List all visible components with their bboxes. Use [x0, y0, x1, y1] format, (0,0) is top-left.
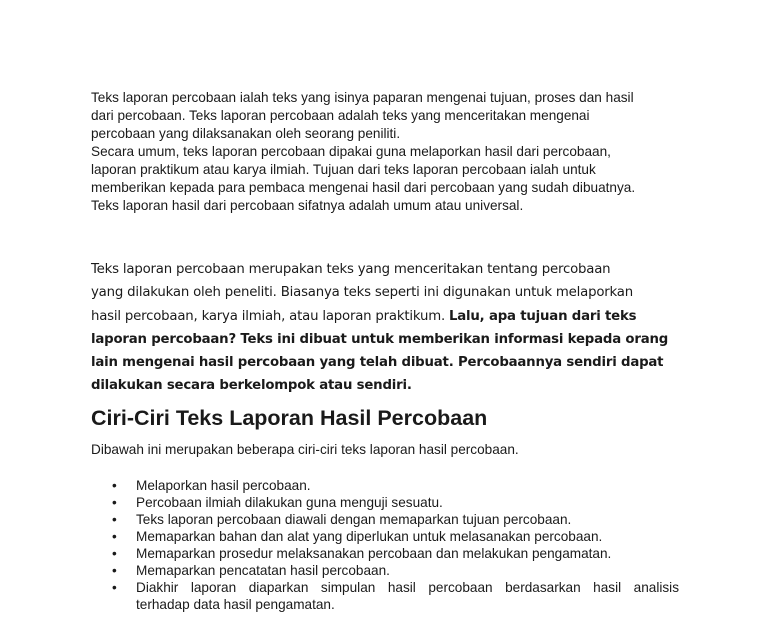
list-item	[91, 494, 679, 511]
bullet-icon: •	[112, 478, 117, 493]
list-item	[91, 579, 679, 613]
paragraph-line: laporan praktikum atau karya ilmiah. Tujuan dari teks laporan percobaan ialah untuk	[91, 162, 596, 177]
list-item-text: Memaparkan prosedur melaksanakan percobaan dan melakukan pengamatan.	[136, 546, 612, 561]
paragraph-line: dilakukan secara berkelompok atau sendiri.	[91, 378, 412, 394]
paragraph-line: percobaan yang dilaksanakan oleh seorang peniliti.	[91, 126, 401, 141]
list-item	[91, 562, 679, 579]
section-heading: Ciri-Ciri Teks Laporan Hasil Percobaan	[91, 406, 488, 430]
bullet-icon: •	[112, 495, 117, 510]
bullet-icon: •	[112, 546, 117, 561]
paragraph-line: Teks laporan percobaan merupakan teks yang menceritakan tentang percobaan	[91, 262, 611, 277]
paragraph-bold-text: Lalu, apa tujuan dari teks	[449, 308, 637, 324]
list-item-text: Teks laporan percobaan diawali dengan memaparkan tujuan percobaan.	[136, 512, 572, 527]
paragraph-definition	[91, 89, 681, 215]
paragraph-text: hasil percobaan, karya ilmiah, atau laporan praktikum.	[91, 308, 450, 324]
list-item-text: Memaparkan pencatatan hasil percobaan.	[136, 563, 390, 578]
section-intro: Dibawah ini merupakan beberapa ciri-ciri teks laporan hasil percobaan.	[91, 442, 519, 457]
bullet-icon: •	[112, 512, 117, 527]
paragraph-line: yang dilakukan oleh peneliti. Biasanya teks seperti ini digunakan untuk melaporkan	[91, 285, 633, 301]
characteristics-list	[91, 477, 679, 613]
paragraph-line: Teks laporan percobaan ialah teks yang isinya paparan mengenai tujuan, proses dan hasil	[91, 90, 634, 105]
paragraph-purpose	[91, 258, 681, 398]
paragraph-line: dari percobaan. Teks laporan percobaan adalah teks yang menceritakan mengenai	[91, 108, 590, 123]
list-item-text: Memaparkan bahan dan alat yang diperlukan untuk melasanakan percobaan.	[136, 529, 603, 544]
list-item	[91, 511, 679, 528]
list-item-text: Percobaan ilmiah dilakukan guna menguji sesuatu.	[136, 495, 443, 510]
paragraph-line: Secara umum, teks laporan percobaan dipakai guna melaporkan hasil dari percobaan,	[91, 144, 611, 159]
paragraph-line: Teks laporan hasil dari percobaan sifatnya adalah umum atau universal.	[91, 198, 524, 213]
bullet-icon: •	[112, 529, 117, 544]
list-item	[91, 477, 679, 494]
bullet-icon: •	[112, 563, 117, 578]
list-item-text	[136, 579, 679, 596]
paragraph-line: memberikan kepada para pembaca mengenai hasil dari percobaan yang sudah dibuatnya.	[91, 180, 636, 195]
document-page	[91, 89, 681, 612]
list-item	[91, 545, 679, 562]
paragraph-line: lain mengenai hasil percobaan yang telah dibuat. Percobaannya sendiri dapat	[91, 355, 664, 371]
paragraph-line: laporan percobaan? Teks ini dibuat untuk memberikan informasi kepada orang	[91, 331, 669, 347]
list-item-text: Melaporkan hasil percobaan.	[136, 478, 311, 493]
list-item	[91, 528, 679, 545]
list-item-line: Diakhir laporan diaparkan simpulan hasil percobaan berdasarkan hasil analisis	[136, 580, 679, 595]
list-item-line: terhadap data hasil pengamatan.	[136, 597, 335, 612]
paragraph-line	[91, 305, 681, 328]
bullet-icon: •	[112, 580, 117, 595]
